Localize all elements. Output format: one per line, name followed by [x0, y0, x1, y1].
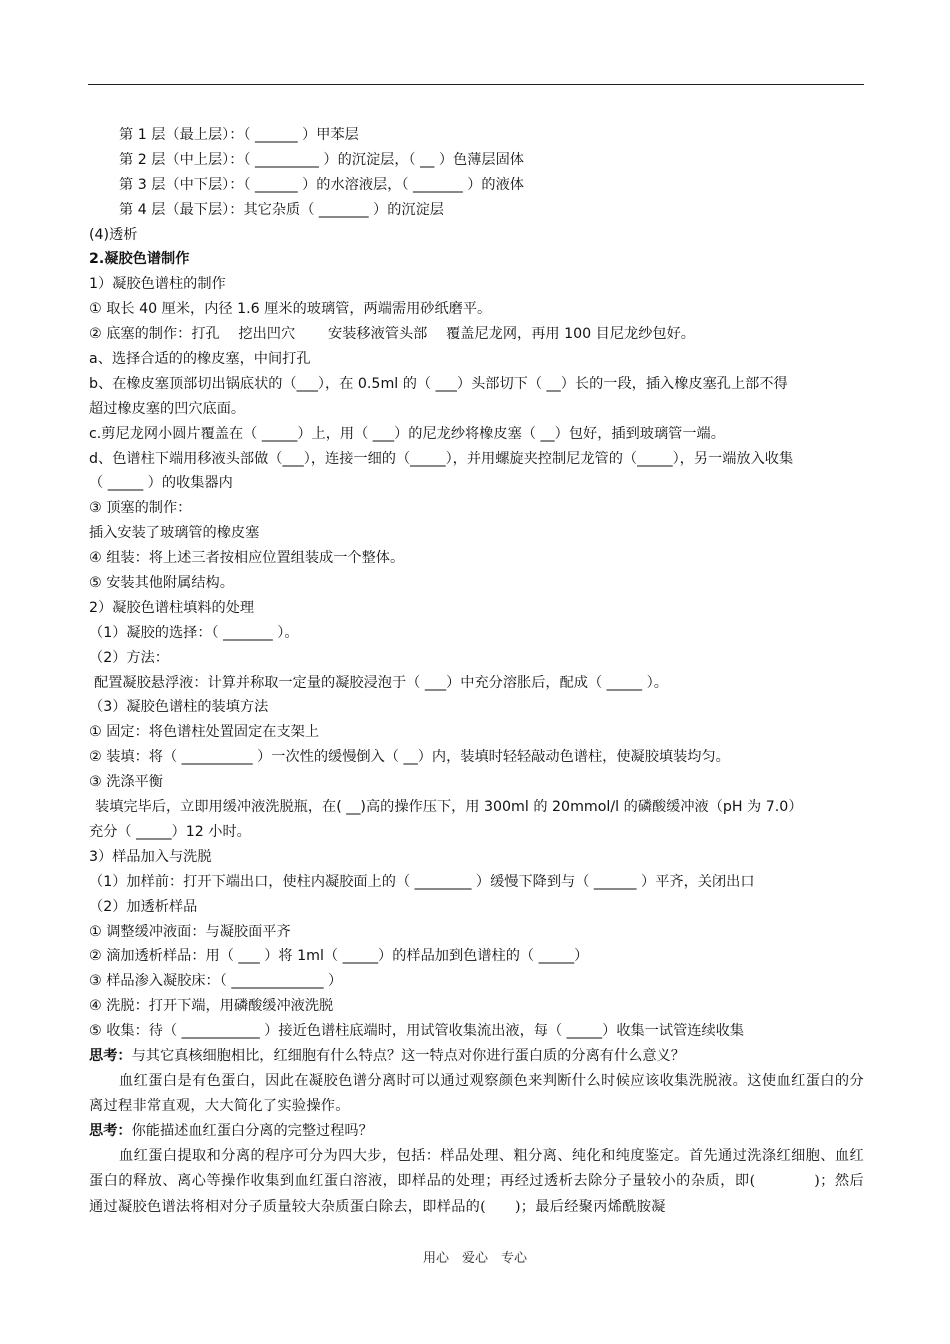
step-line: c.剪尼龙网小圆片覆盖在（ _____）上，用（ ___）的尼龙纱将橡皮塞（ __）包好，插到玻璃管一端。	[89, 425, 725, 442]
subsection-heading: 2）凝胶色谱柱填料的处理	[89, 599, 255, 616]
think-question-text: 与其它真核细胞相比，红细胞有什么特点？这一特点对你进行蛋白质的分离有什么意义？	[131, 1047, 685, 1064]
think-answer-2: 血红蛋白提取和分离的程序可分为四大步，包括：样品处理、粗分离、纯化和纯度鉴定。首先通过洗涤红细胞、血红蛋白的释放、离心等操作收集到血红蛋白溶液，即样品的处理；再经过透析去除分子量较小的杂质，即( )；然后通过凝胶色谱法将相对分子质量较大杂质蛋白除去，即样品的( )；最后经聚丙烯酰胺凝	[89, 1148, 864, 1215]
subsection-heading: 1）凝胶色谱柱的制作	[89, 276, 226, 293]
step-line: （3）凝胶色谱柱的装填方法	[89, 699, 269, 716]
step-line: （1）凝胶的选择：（ _______ ）。	[89, 624, 299, 641]
step-line: ④ 洗脱：打开下端，用磷酸缓冲液洗脱	[89, 998, 334, 1015]
dialysis-heading: (4)透析	[89, 226, 138, 243]
step-line: a、选择合适的的橡皮塞，中间打孔	[89, 351, 311, 368]
step-line: b、在橡皮塞顶部切出锅底状的（___），在 0.5ml 的（ ___）头部切下（ __）长的一段，插入橡皮塞孔上部不得	[89, 375, 788, 392]
step-line: （2）方法：	[89, 649, 169, 666]
step-line: ⑤ 收集：待（ ___________ ）接近色谱柱底端时，用试管收集流出液，每（ _____）收集一试管连续收集	[89, 1023, 745, 1040]
step-line: 装填完毕后，立即用缓冲液洗脱瓶，在( __)高的操作压下，用 300ml 的 20mmol/l 的磷酸缓冲液（pH 为 7.0）	[95, 799, 803, 816]
subsection-heading: 3）样品加入与洗脱	[89, 848, 212, 865]
think-question-1	[89, 1044, 864, 1069]
step-line: ② 滴加透析样品：用（ ___ ）将 1ml（ _____）的样品加到色谱柱的（ _____）	[89, 948, 589, 965]
step-line: ① 调整缓冲液面：与凝胶面平齐	[89, 923, 291, 940]
step-line: ② 底塞的制作：打孔 挖出凹穴 安装移液管头部 覆盖尼龙网，再用 100 目尼龙纱包好。	[89, 326, 695, 343]
layer-2-line: 第 2 层（中上层）：（ _________ ）的沉淀层，（ __ ）色薄层固体	[119, 151, 524, 168]
step-line: d、色谱柱下端用移液头部做（___），连接一细的（_____），并用螺旋夹控制尼龙管的（_____），另一端放入收集	[89, 450, 794, 467]
step-line: 充分（ _____）12 小时。	[89, 823, 251, 840]
page-footer: 用心 爱心 专心	[422, 1251, 527, 1266]
think-label: 思考：	[89, 1047, 132, 1064]
think-question-2	[89, 1119, 864, 1144]
step-line: ④ 组装：将上述三者按相应位置组装成一个整体。	[89, 550, 405, 567]
think-question-text: 你能描述血红蛋白分离的完整过程吗？	[131, 1123, 373, 1140]
step-line: ② 装填：将（ __________ ）一次性的缓慢倒入（ __）内，装填时轻轻敲动色谱柱，使凝胶填装均匀。	[89, 749, 730, 766]
step-line: （ _____ ）的收集器内	[89, 475, 233, 492]
section-heading-gel-chromatography: 2.凝胶色谱制作	[89, 251, 190, 268]
step-line: ① 固定：将色谱柱处置固定在支架上	[89, 724, 320, 741]
step-line: ⑤ 安装其他附属结构。	[89, 575, 234, 592]
step-line: ③ 洗涤平衡	[89, 774, 163, 791]
layer-3-line: 第 3 层（中下层）：（ ______ ）的水溶液层，（ _______ ）的液体	[119, 176, 524, 193]
step-line: ③ 样品渗入凝胶床：（ _____________ ）	[89, 973, 343, 990]
step-line: （1）加样前：打开下端出口，使柱内凝胶面上的（ ________ ）缓慢下降到与（ ______ ）平齐，关闭出口	[89, 873, 755, 890]
header-rule	[88, 84, 864, 85]
step-line: 超过橡皮塞的凹穴底面。	[89, 400, 246, 417]
think-label: 思考：	[89, 1123, 132, 1140]
step-line: （2）加透析样品	[89, 898, 198, 915]
step-line: 插入安装了玻璃管的橡皮塞	[89, 525, 260, 542]
document-body	[89, 123, 864, 1220]
step-line: ③ 顶塞的制作：	[89, 500, 192, 517]
layer-1-line: 第 1 层（最上层）：（ ______ ）甲苯层	[119, 127, 359, 143]
step-line: ① 取长 40 厘米，内径 1.6 厘米的玻璃管，两端需用砂纸磨平。	[89, 301, 492, 318]
think-answer-1: 血红蛋白是有色蛋白，因此在凝胶色谱分离时可以通过观察颜色来判断什么时候应该收集洗脱液。这使血红蛋白的分离过程非常直观，大大简化了实验操作。	[89, 1072, 864, 1115]
step-line: 配置凝胶悬浮液：计算并称取一定量的凝胶浸泡于（ ___）中充分溶胀后，配成（ _____ ）。	[94, 674, 668, 691]
layer-4-line: 第 4 层（最下层）：其它杂质（ _______ ）的沉淀层	[119, 201, 444, 218]
